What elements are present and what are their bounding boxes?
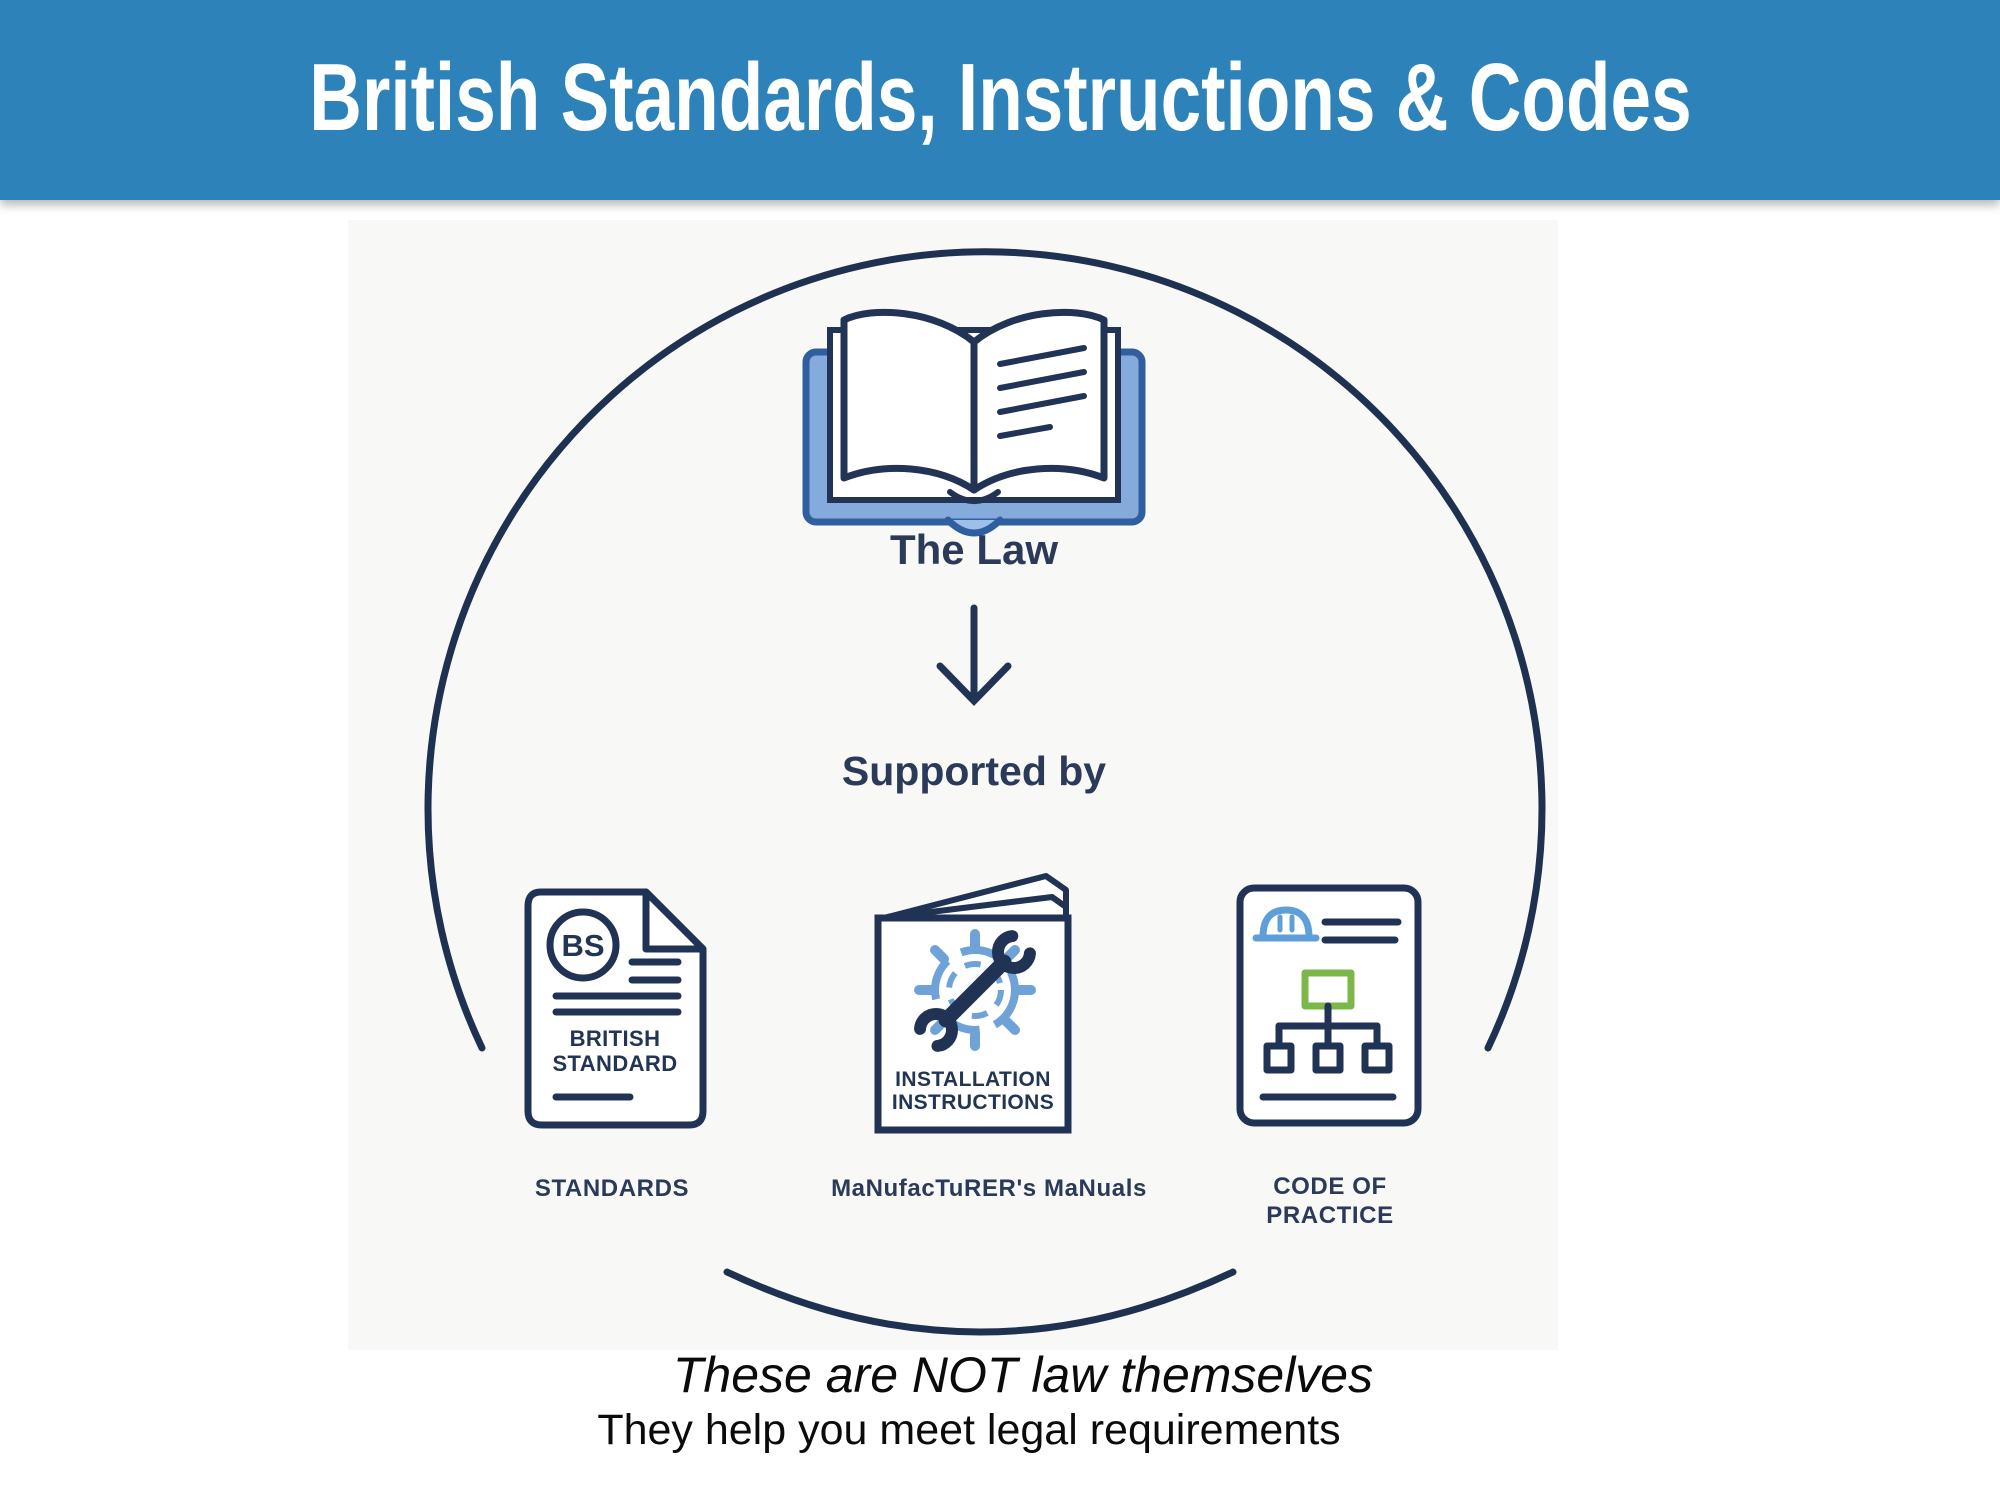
- the-law-label: The Law: [889, 526, 1059, 573]
- circle-bottom-arc: [727, 1272, 1233, 1332]
- doc-text-line: INSTRUCTIONS: [891, 1091, 1055, 1114]
- page-title: British Standards, Instructions & Codes: [308, 44, 1692, 151]
- code-of-practice-label: [1230, 1172, 1430, 1230]
- down-arrow-icon: [940, 608, 1008, 701]
- doc-text-line: BRITISH: [569, 1026, 661, 1051]
- footer-note-italic: These are NOT law themselves: [672, 1347, 1374, 1403]
- bs-badge-text: BS: [561, 928, 605, 963]
- doc-text-line: STANDARD: [552, 1051, 678, 1076]
- folded-corner-icon: [646, 892, 703, 949]
- doc-text-line: INSTALLATION: [895, 1068, 1051, 1091]
- code-of-practice-icon: [1240, 888, 1418, 1123]
- standards-label: STANDARDS: [534, 1175, 690, 1202]
- label-line: CODE OF: [1273, 1173, 1387, 1200]
- manufacturers-manuals-label: MaNufacTuRER's MaNuals: [831, 1175, 1147, 1202]
- british-standard-doc-text: [515, 1026, 715, 1076]
- bs-document-icon: [528, 892, 703, 1125]
- footer-note: They help you meet legal requirements: [597, 1406, 1341, 1454]
- label-line: PRACTICE: [1266, 1202, 1394, 1229]
- supported-by-label: Supported by: [841, 748, 1107, 794]
- open-book-icon: [806, 312, 1142, 533]
- installation-doc-text: [873, 1068, 1073, 1114]
